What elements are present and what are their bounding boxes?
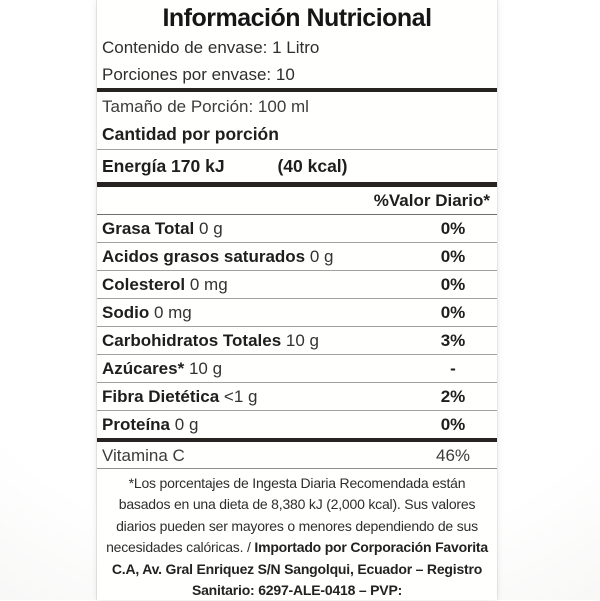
energy-row	[97, 150, 497, 182]
nutrient-row-total-carbohydrate	[97, 326, 497, 354]
nutrient-dv: 0%	[440, 303, 466, 322]
nutrient-name: Acidos grasos saturados	[102, 247, 306, 266]
nutrient-dv: 0%	[440, 219, 466, 238]
nutrient-amount: 0 g	[174, 415, 199, 434]
nutrient-row-sodium	[97, 298, 497, 326]
nutrient-name: Grasa Total	[102, 219, 195, 238]
footnote-line-5-importer-address: C.A, Av. Gral Enriquez S/N Sangolqui, Ecuador – Registro	[111, 560, 483, 577]
vitamin-name: Vitamina C	[102, 446, 185, 465]
nutrient-row-saturated-fat	[97, 242, 497, 270]
nutrient-name: Sodio	[102, 303, 150, 322]
nutrient-name: Proteína	[102, 415, 171, 434]
nutrient-name: Azúcares*	[102, 359, 185, 378]
nutrient-dv: 3%	[440, 331, 466, 350]
nutrient-dv: -	[450, 359, 456, 378]
footnote-line-6-sanitary-registry: Sanitario: 6297-ALE-0418 – PVP:	[191, 582, 403, 599]
serving-size-line: Tamaño de Porción: 100 ml	[102, 97, 309, 116]
footnote-line-4-regular: necesidades calóricas. /	[106, 539, 255, 556]
nutrient-row-sugars	[97, 354, 497, 382]
nutrient-dv: 0%	[440, 275, 466, 294]
nutrient-name: Carbohidratos Totales	[102, 331, 282, 350]
nutrient-name: Colesterol	[102, 275, 186, 294]
servings-per-container-line: Porciones por envase: 10	[102, 65, 295, 84]
footnote-line-4	[97, 537, 497, 558]
nutrient-amount: 0 mg	[153, 303, 192, 322]
nutrient-name: Fibra Dietética	[102, 387, 220, 406]
nutrient-amount: 10 g	[285, 331, 319, 350]
nutrient-dv: 0%	[440, 247, 466, 266]
nutrient-dv: 2%	[440, 387, 466, 406]
footnote-line-1: *Los porcentajes de Ingesta Diaria Recomendada están	[128, 475, 466, 491]
nutrient-amount: 0 g	[309, 247, 334, 266]
nutrient-row-cholesterol	[97, 270, 497, 298]
nutrient-amount: <1 g	[223, 387, 258, 406]
package-content-line: Contenido de envase: 1 Litro	[102, 38, 320, 57]
nutrient-row-total-fat	[97, 215, 497, 242]
nutrient-amount: 0 mg	[189, 275, 228, 294]
nutrient-amount: 0 g	[199, 219, 223, 238]
nutrient-row-dietary-fiber	[97, 382, 497, 410]
nutrient-dv: 0%	[440, 415, 466, 434]
daily-value-header: %Valor Diario*	[97, 187, 497, 215]
energy-value-kcal: (40 kcal)	[277, 156, 348, 176]
nutrition-label	[97, 0, 497, 600]
footnote-line-3: diarios pueden ser mayores o menores dependiendo de sus	[116, 517, 478, 534]
footnote-line-2: basados en una dieta de 8,380 kJ (2,000 kcal). Sus valores	[118, 496, 476, 513]
label-title: Información Nutricional	[162, 4, 432, 32]
energy-value-kj: Energía 170 kJ	[102, 156, 225, 176]
nutrient-row-protein	[97, 410, 497, 438]
vitamin-row-vitamin-c	[97, 442, 497, 469]
footnote	[97, 469, 497, 601]
amount-per-serving-header: Cantidad por porción	[97, 119, 497, 150]
footnote-line-4-importer: Importado por Corporación Favorita	[254, 539, 488, 556]
nutrient-amount: 10 g	[188, 359, 223, 378]
vitamin-dv: 46%	[435, 446, 471, 465]
